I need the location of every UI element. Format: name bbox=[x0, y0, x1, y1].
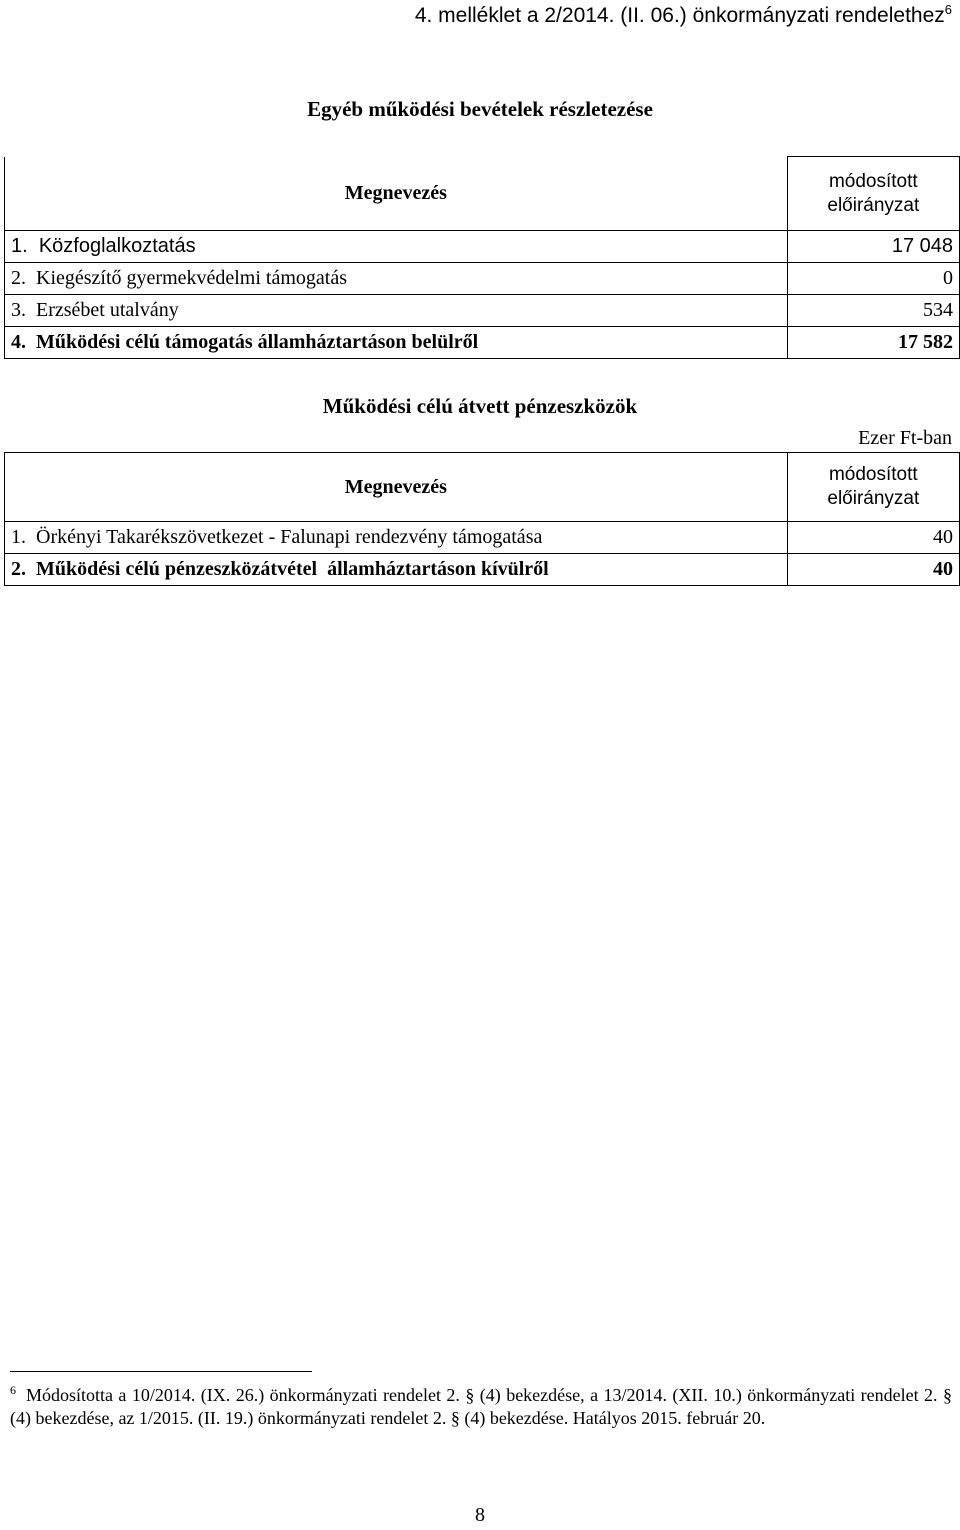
section1-title: Egyéb működési bevételek részletezése bbox=[307, 97, 653, 121]
table-row bbox=[5, 295, 960, 327]
row-name: Működési célú pénzeszközátvétel államháztartáson kívülről bbox=[36, 558, 549, 580]
table-row bbox=[5, 522, 960, 554]
annex-text: 4. melléklet a 2/2014. (II. 06.) önkormányzati rendelethez bbox=[414, 4, 945, 27]
table-header-row bbox=[5, 453, 960, 522]
section2-title: Működési célú átvett pénzeszközök bbox=[322, 394, 638, 418]
section2-table bbox=[4, 452, 960, 586]
row-number: 2. bbox=[11, 558, 26, 580]
col-header-name: Megnevezés bbox=[5, 157, 788, 231]
row-name: Örkényi Takarékszövetkezet - Falunapi rendezvény támogatása bbox=[36, 526, 543, 548]
table-header-row bbox=[5, 157, 960, 231]
row-name: Erzsébet utalvány bbox=[36, 299, 179, 321]
row-number: 1. bbox=[11, 526, 26, 548]
row-name: Közfoglalkoztatás bbox=[38, 235, 196, 257]
footnote-marker: 6 bbox=[10, 1383, 16, 1397]
table-row bbox=[5, 263, 960, 295]
table-row bbox=[5, 231, 960, 263]
annex-reference bbox=[415, 4, 952, 28]
section1-table bbox=[4, 156, 960, 359]
footnote-text: Módosította a 10/2014. (IX. 26.) önkormányzati rendelet 2. § (4) bekezdése, a 13/2014. (XII. 10.) önkormányzati rendelet 2. § (4) bekezdése, az 1/2015. (II. 19.) önkormányzati rendelet 2. § (4) bekezdése. Hatályos 2015. február 20. bbox=[10, 1385, 952, 1428]
total-row bbox=[5, 327, 960, 359]
col-header-value: módosított előirányzat bbox=[787, 157, 959, 231]
total-row bbox=[5, 554, 960, 586]
unit-label: Ezer Ft-ban bbox=[858, 427, 952, 449]
footnote bbox=[10, 1384, 952, 1430]
row-number: 2. bbox=[11, 267, 26, 289]
page-number: 8 bbox=[475, 1504, 485, 1526]
row-value: 534 bbox=[787, 295, 959, 327]
row-name: Kiegészítő gyermekvédelmi támogatás bbox=[36, 267, 348, 289]
footnote-divider bbox=[10, 1371, 312, 1372]
col-header-value: módosított előirányzat bbox=[787, 453, 959, 522]
footnote-ref: 6 bbox=[944, 2, 952, 17]
row-value: 17 582 bbox=[787, 327, 959, 359]
row-value: 40 bbox=[787, 522, 959, 554]
row-value: 0 bbox=[787, 263, 959, 295]
row-name: Működési célú támogatás államháztartáson belülről bbox=[36, 331, 479, 353]
row-number: 1. bbox=[11, 235, 28, 257]
row-number: 4. bbox=[11, 331, 26, 353]
col-header-name: Megnevezés bbox=[5, 453, 788, 522]
row-number: 3. bbox=[11, 299, 26, 321]
row-value: 40 bbox=[787, 554, 959, 586]
row-value: 17 048 bbox=[787, 231, 959, 263]
